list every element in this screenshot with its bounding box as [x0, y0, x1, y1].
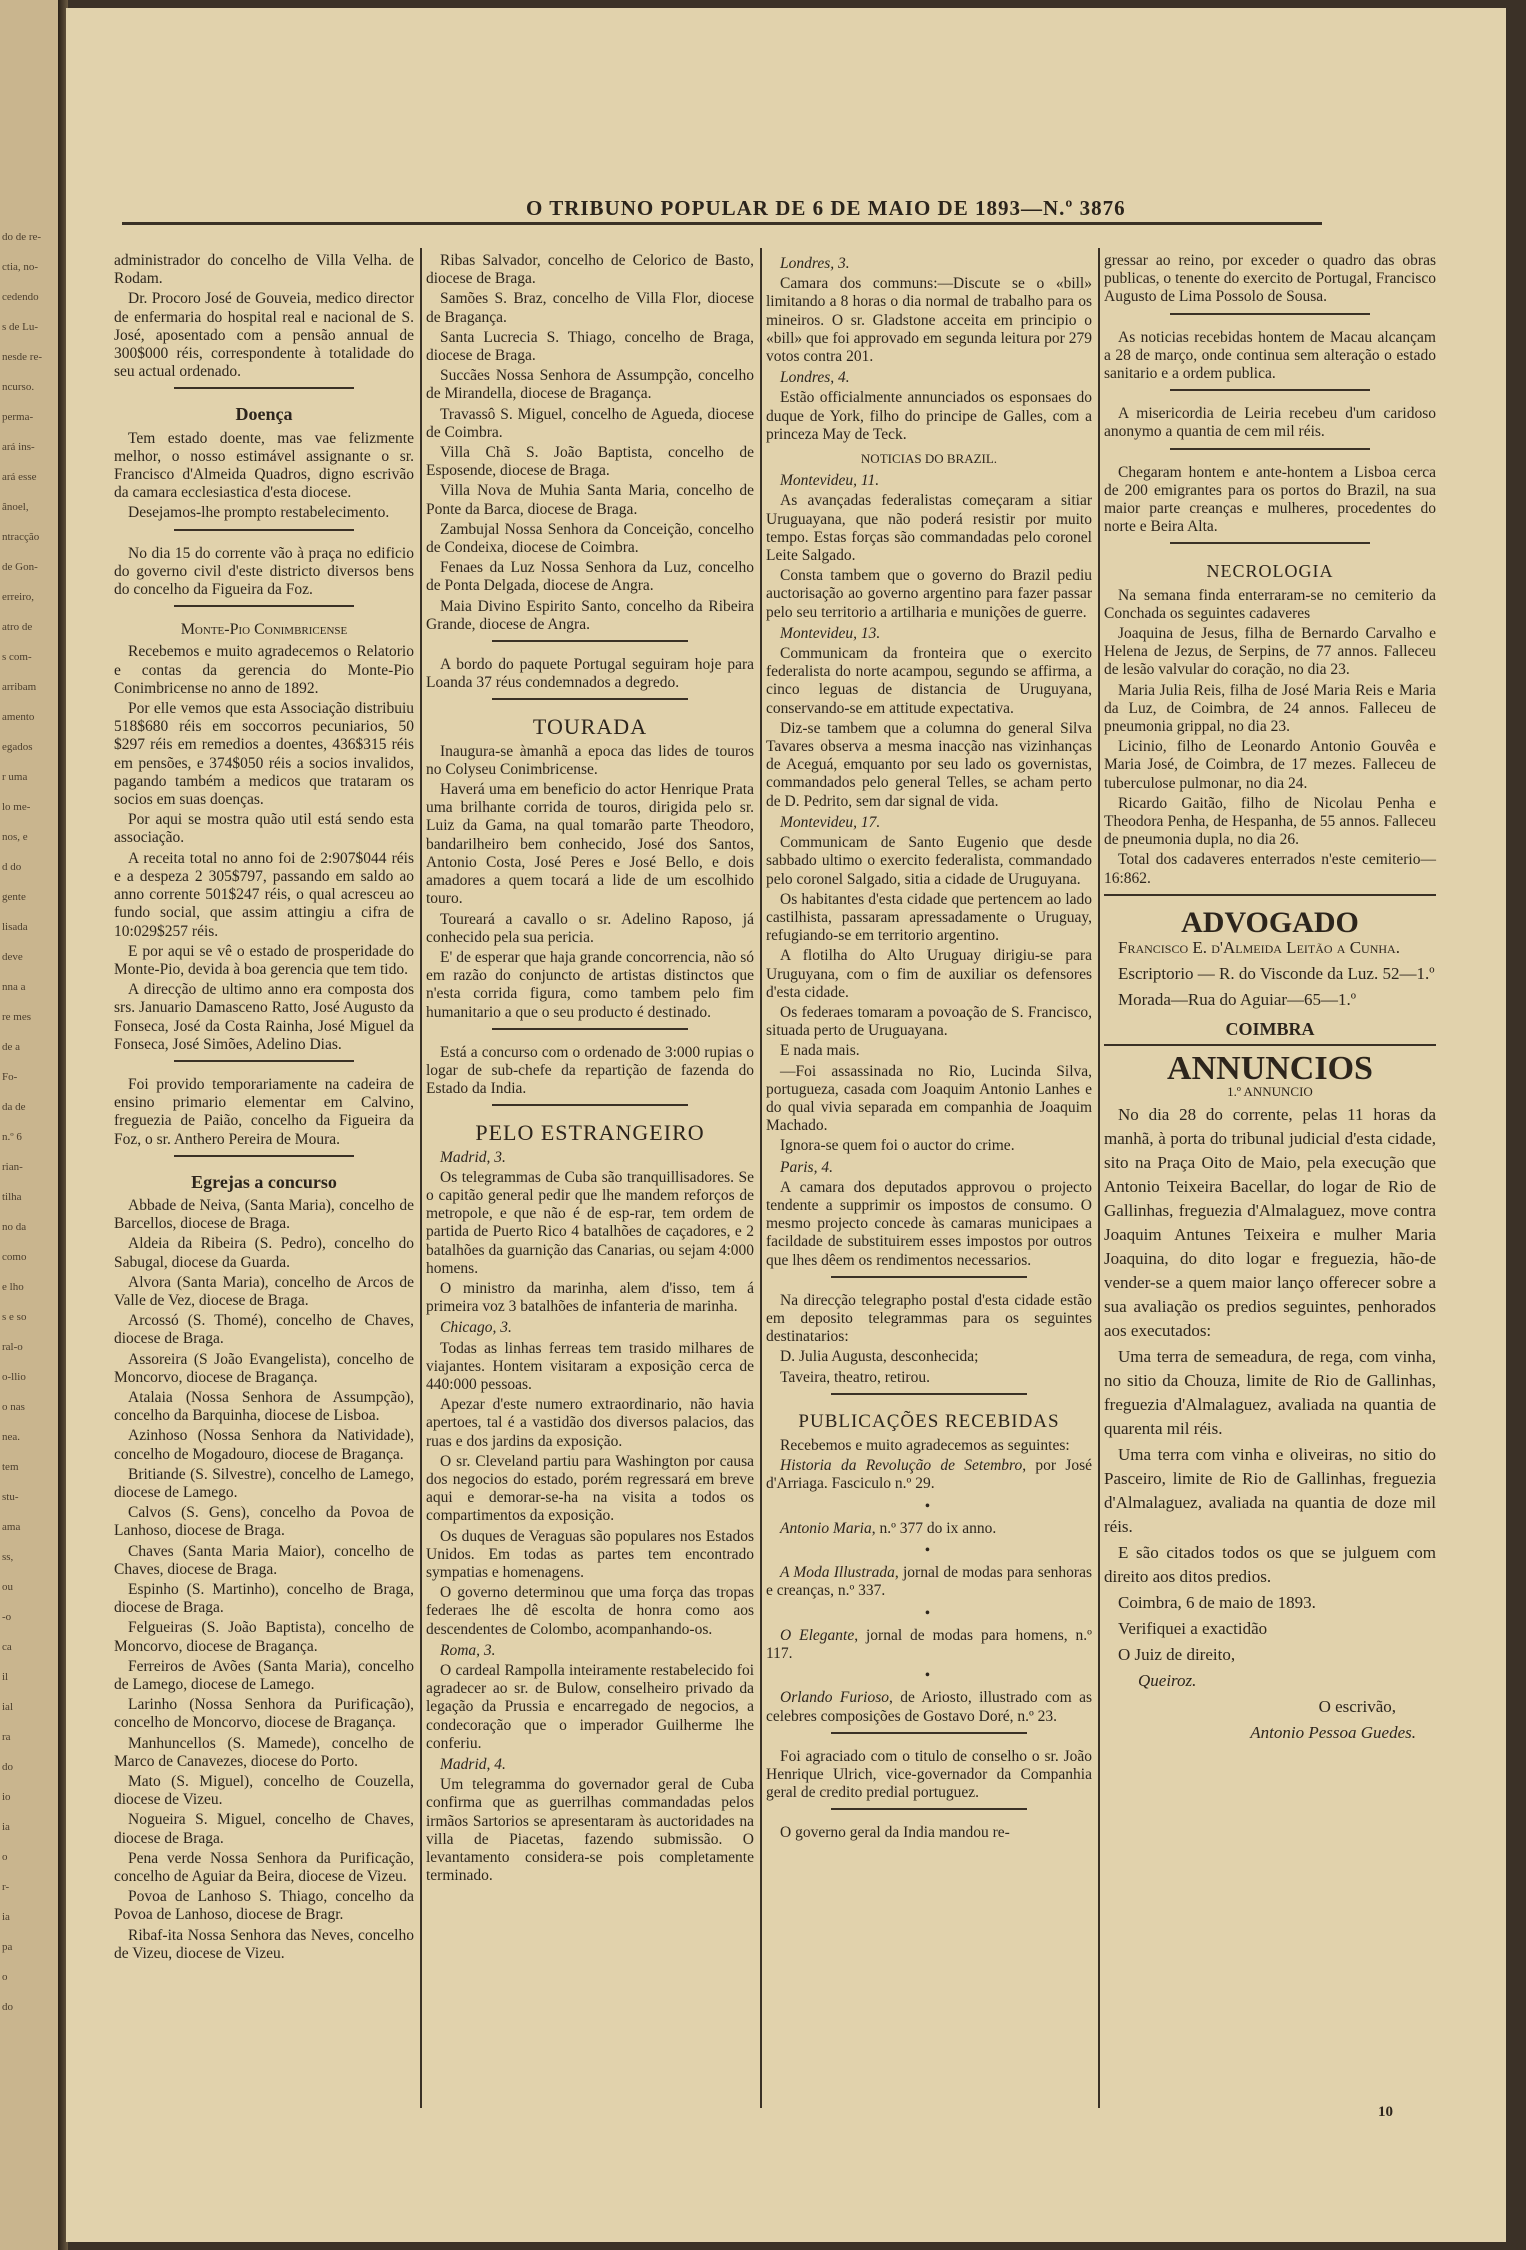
adjacent-page-fragment: gente [2, 891, 26, 903]
paragraph: Foi agraciado com o titulo de conselho o sr. João Henrique Ulrich, vice-governador da Companhia geral de credito predial portuguez. [766, 1747, 1092, 1802]
paragraph: Na semana finda enterraram-se no cemiterio da Conchada os seguintes cadaveres [1104, 586, 1436, 622]
list-item: Espinho (S. Martinho), concelho de Braga, diocese de Braga. [114, 1581, 414, 1617]
adjacent-page-fragment: ia [2, 1821, 10, 1833]
column-divider-3 [1098, 248, 1100, 2108]
adjacent-page-fragment: s e so [2, 1311, 27, 1323]
paragraph: Um telegramma do governador geral de Cuba confirma que as guerrilhas commandadas pelos irmãos Sartorios se apresentaram às auctoridades na villa de Piacetas, fazendo submissão. O levantamento considera-se pois completamente terminado. [426, 1776, 754, 1885]
list-item: Zambujal Nossa Senhora da Conceição, concelho de Condeixa, diocese de Coimbra. [426, 520, 754, 557]
paragraph: Estão officialmente annunciados os esponsaes do duque de York, filho do principe de Galles, com a princeza May de Teck. [766, 389, 1092, 443]
paragraph: Communicam da fronteira que o exercito federalista do norte acampou, segundo se affirma, a cinco leguas de distancia de Uruguyana, conservando-se em attitude expectativa. [766, 645, 1092, 717]
ornament: • [924, 1667, 934, 1685]
adjacent-page-fragment: nos, e [2, 831, 28, 843]
paragraph: administrador do concelho de Villa Velha. de Rodam. [114, 252, 414, 288]
page-number: 10 [1378, 2104, 1393, 2120]
paragraph: A direcção de ultimo anno era composta dos srs. Januario Damasceno Ratto, José Augusto da Fonseca, José da Costa Rainha, José Miguel da Fonseca, José Simões, Adelino Dias. [114, 981, 414, 1053]
adjacent-page-fragment: ncurso. [2, 381, 35, 393]
column-2 [426, 252, 754, 1887]
adjacent-page-fragment: io [2, 1791, 11, 1803]
adjacent-page-fragment: nna a [2, 981, 26, 993]
separator [492, 698, 689, 708]
dateline: Chicago, 3. [440, 1319, 512, 1337]
list-item: Ribaf-ita Nossa Senhora das Neves, concelho de Vizeu, diocese de Vizeu. [114, 1926, 414, 1962]
adjacent-page-fragment: nesde re- [2, 351, 43, 363]
publication-item [766, 1457, 1092, 1493]
separator [831, 1808, 1027, 1818]
paragraph: Por aqui se mostra quão util está sendo esta associação. [114, 811, 414, 847]
dateline: Madrid, 4. [440, 1756, 506, 1774]
publication-title: A Moda Illustrada [780, 1564, 895, 1582]
adjacent-page-fragment: ral-o [2, 1341, 23, 1353]
list-item: Succães Nossa Senhora de Assumpção, concelho de Mirandella, diocese de Bragança. [426, 367, 754, 403]
adjacent-page-fragment: s de Lu- [2, 321, 39, 333]
section-heading-estrangeiro: PELO ESTRANGEIRO [475, 1120, 705, 1146]
adjacent-page-fragment: deve [2, 951, 23, 963]
paragraph: Dr. Procoro José de Gouveia, medico director de enfermaria do hospital real e nacional de S. José, aposentado com a pensão annual de 300$000 réis, correspondente à totalidade do seu actual ordenado. [114, 290, 414, 381]
adjacent-page-fragment: da de [2, 1101, 26, 1113]
separator [1170, 542, 1369, 552]
paragraph: Toureará a cavallo o sr. Adelino Raposo, já conhecido pela sua pericia. [426, 910, 754, 946]
list-item: Chaves (Santa Maria Maior), concelho de Chaves, diocese de Braga. [114, 1542, 414, 1578]
list-item: Mato (S. Miguel), concelho de Couzella, diocese de Vizeu. [114, 1773, 414, 1809]
adjacent-page-fragment: ará ins- [2, 441, 35, 453]
paragraph: D. Julia Augusta, desconhecida; [780, 1348, 979, 1366]
adjacent-page-fragment: Fo- [2, 1071, 18, 1083]
dateline: Londres, 4. [780, 369, 850, 387]
column-3 [766, 252, 1092, 1845]
paragraph: E' de esperar que haja grande concorrencia, não só em razão do conjuncto de artistas distinctos que n'esta corrida figura, como tambem pelo fim humanitario a que o seu producto é destinado. [426, 948, 754, 1021]
paragraph: Inaugura-se àmanhã a epoca das lides de touros no Colyseu Conimbricense. [426, 742, 754, 778]
adjacent-page-fragment: ra [2, 1731, 11, 1743]
publication-item [766, 1627, 1092, 1663]
paragraph: No dia 15 do corrente vão à praça no edificio do governo civil d'este districto diversos bens do concelho da Figueira da Foz. [114, 544, 414, 599]
adjacent-page-fragment: tem [2, 1461, 19, 1473]
separator [1104, 894, 1436, 904]
dateline: Roma, 3. [440, 1641, 496, 1659]
list-item: Assoreira (S João Evangelista), concelho de Moncorvo, diocese de Bragança. [114, 1350, 414, 1386]
adjacent-page-fragment: como [2, 1251, 27, 1263]
list-item: Arcossó (S. Thomé), concelho de Chaves, diocese de Braga. [114, 1312, 414, 1348]
list-item: Felgueiras (S. João Baptista), concelho de Moncorvo, diocese de Bragança. [114, 1619, 414, 1655]
advertisement-line: Morada—Rua do Aguiar—65—1.º [1118, 990, 1357, 1010]
adjacent-page-fragment: lisada [2, 921, 28, 933]
separator [1170, 389, 1369, 399]
paragraph: Tem estado doente, mas vae felizmente melhor, o nosso estimável assignante o sr. Francisco d'Almeida Quadros, digno escrivão da camara ecclesiastica d'esta diocese. [114, 429, 414, 502]
list-item: Santa Lucrecia S. Thiago, concelho de Braga, diocese de Braga. [426, 328, 754, 365]
section-heading-necrologia: NECROLOGIA [1206, 561, 1334, 582]
paragraph: Na direcção telegrapho postal d'esta cidade estão em deposito telegrammas para os seguintes destinatarios: [766, 1291, 1092, 1346]
paragraph: Communicam de Santo Eugenio que desde sabbado ultimo o exercito federalista, commandado pelo coronel Salgado, sitia a cidade de Uruguyana. [766, 834, 1092, 888]
paragraph: As avançadas federalistas começaram a sitiar Uruguayana, que não poderá resistir por muito tempo. Estas forças são commandadas pelo coronel Leite Salgado. [766, 492, 1092, 565]
adjacent-page-fragment: lo me- [2, 801, 31, 813]
publication-item [766, 1689, 1092, 1725]
list-item: Villa Nova de Muhia Santa Maria, concelho de Ponte da Barca, diocese de Braga. [426, 482, 754, 518]
paragraph: Os duques de Veraguas são populares nos Estados Unidos. Em todas as partes tem encontrado sympatias e homenagens. [426, 1527, 754, 1581]
paragraph: Taveira, theatro, retirou. [780, 1368, 930, 1386]
adjacent-page-fragment: re mes [2, 1011, 32, 1023]
separator [174, 387, 354, 397]
dateline: Madrid, 3. [440, 1148, 506, 1166]
paragraph: A flotilha do Alto Uruguay dirigiu-se para Uruguyana, com o fim de auxiliar os defensores d'esta cidade. [766, 947, 1092, 1001]
list-item: Nogueira S. Miguel, concelho de Chaves, diocese de Braga. [114, 1811, 414, 1847]
adjacent-page-fragment: de a [2, 1041, 21, 1053]
dateline: Paris, 4. [780, 1158, 833, 1176]
column-1 [114, 252, 414, 1965]
obituary-item: Maria Julia Reis, filha de José Maria Reis e Maria da Luz, de Coimbra, de 24 annos. Falleceu de pneumonia grippal, no dia 23. [1104, 681, 1436, 736]
adjacent-page-fragment: r uma [2, 771, 28, 783]
ornament: • [924, 1604, 934, 1622]
dateline: Montevideu, 11. [780, 472, 880, 490]
paragraph: Diz-se tambem que a columna do general Silva Tavares observa a mesma inacção nas vizinhanças de Aceguá, emquanto por seu lado os governistas, commandados pelo general Telles, se acham perto de D. Pedrito, sem dar signal de vida. [766, 719, 1092, 810]
adjacent-page-fragment: ntracção [2, 531, 40, 543]
section-heading-advogado: ADVOGADO [1181, 905, 1359, 939]
paragraph: O sr. Cleveland partiu para Washington por causa dos negocios do estado, porém regressará em breve aqui e demorar-se-ha na visita a todos os compartimentos da exposição. [426, 1452, 754, 1525]
paragraph: E por aqui se vê o estado de prosperidade do Monte-Pio, devida à boa gerencia que tem tido. [114, 942, 414, 978]
list-item: Samões S. Braz, concelho de Villa Flor, diocese de Bragança. [426, 290, 754, 326]
dateline: Montevideu, 13. [780, 624, 881, 642]
paragraph: Desejamos-lhe prompto restabelecimento. [128, 504, 390, 522]
paragraph: O governo geral da India mandou re- [780, 1824, 1010, 1842]
section-heading-annuncios: ANNUNCIOS [1167, 1050, 1373, 1088]
newspaper-page [66, 8, 1506, 2242]
list-item: Povoa de Lanhoso S. Thiago, concelho da Povoa de Lanhoso, diocese de Bragr. [114, 1888, 414, 1924]
adjacent-page-fragment: ss, [2, 1551, 14, 1563]
list-item: Atalaia (Nossa Senhora de Assumpção), concelho da Barquinha, diocese de Lisboa. [114, 1388, 414, 1425]
paragraph: Chegaram hontem e ante-hontem a Lisboa cerca de 200 emigrantes para os portos do Brazil, na sua maior parte creanças e mulheres, procedentes do norte e Beira Alta. [1104, 463, 1436, 536]
adjacent-page-fragment: no da [2, 1221, 27, 1233]
separator [831, 1276, 1027, 1286]
announcement-signature: Antonio Pessoa Guedes. [1250, 1722, 1416, 1742]
list-item: Ferreiros de Avões (Santa Maria), concelho de Lamego, diocese de Lamego. [114, 1657, 414, 1694]
separator [831, 1732, 1027, 1742]
list-item: Pena verde Nossa Senhora da Purificação, concelho de Aguiar da Beira, diocese de Vizeu. [114, 1849, 414, 1886]
paragraph: Os habitantes d'esta cidade que pertencem ao lado castilhista, passaram apressadamente o Uruguay, refugiando-se em territorio argentino. [766, 890, 1092, 945]
paragraph: A misericordia de Leiria recebeu d'um caridoso anonymo a quantia de cem mil réis. [1104, 405, 1436, 441]
adjacent-page-fragment: pa [2, 1941, 13, 1953]
list-item: Villa Chã S. João Baptista, concelho de Esposende, diocese de Braga. [426, 444, 754, 480]
adjacent-page-fragment: r- [2, 1881, 10, 1893]
paragraph: gressar ao reino, por exceder o quadro das obras publicas, o tenente do exercito de Portugal, Francisco Augusto de Lima Possolo de Sousa. [1104, 252, 1436, 306]
adjacent-page-fragment: nea. [2, 1431, 21, 1443]
section-heading-doenca: Doença [235, 404, 293, 425]
dateline: Londres, 3. [780, 255, 850, 272]
adjacent-page-fragment: ctia, no- [2, 261, 39, 273]
adjacent-page-fragment: arribam [2, 681, 37, 693]
adjacent-page-fragment: do de re- [2, 231, 42, 243]
separator [492, 1104, 689, 1114]
paragraph: Por elle vemos que esta Associação distribuiu 518$680 réis em soccorros pecuniarios, 50 $297 réis em remedios a doentes, 436$315 réis em pensões, e 374$050 réis a socios invalidos, pagando também a medicos que trataram os socios em suas doenças. [114, 700, 414, 809]
announcement-date: Coimbra, 6 de maio de 1893. [1118, 1592, 1316, 1612]
paragraph: O ministro da marinha, alem d'isso, tem á primeira voz 3 batalhões de infanteria de marinha. [426, 1279, 754, 1316]
separator [492, 640, 689, 650]
adjacent-page-fragment: o [2, 1971, 8, 1983]
adjacent-page-fragment: ou [2, 1581, 13, 1593]
adjacent-page-fragment: ará esse [2, 471, 37, 483]
section-heading-tourada: TOURADA [532, 714, 648, 740]
list-item: Abbade de Neiva, (Santa Maria), concelho de Barcellos, diocese de Braga. [114, 1196, 414, 1233]
paragraph: A receita total no anno foi de 2:907$044 réis e a despeza 2 305$797, passando em saldo ao anno corrente 501$247 réis, o qual acresceu ao fundo social, que assim attingiu a cifra de 10:029$257 réis. [114, 849, 414, 940]
paragraph: Consta tambem que o governo do Brazil pediu auctorisação ao governo argentino para fazer passar pelo seu territorio a artilharia e munições de guerre. [766, 567, 1092, 621]
paragraph: Todas as linhas ferreas tem trasido milhares de viajantes. Hontem visitaram a exposição cerca de 440:000 pessoas. [426, 1339, 754, 1393]
adjacent-page-fragment: do [2, 2001, 13, 2013]
separator [174, 529, 354, 539]
publication-title: Historia da Revolução de Setembro [780, 1457, 1023, 1475]
list-item: Manhuncellos (S. Mamede), concelho de Marco de Canavezes, diocese do Porto. [114, 1734, 414, 1770]
list-item: Azinhoso (Nossa Senhora da Natividade), concelho de Mogadouro, diocese de Bragança. [114, 1427, 414, 1463]
adjacent-page-fragment: erreiro, [2, 591, 35, 603]
list-item: Travassô S. Miguel, concelho de Agueda, diocese de Coimbra. [426, 405, 754, 441]
publication-title: Orlando Furioso [780, 1689, 889, 1707]
paragraph: Recebemos e muito agradecemos o Relatorio e contas da gerencia do Monte-Pio Conimbricense no anno de 1892. [114, 643, 414, 697]
publication-detail: , n.º 377 do ix anno. [871, 1519, 997, 1537]
header-rule [122, 222, 1322, 225]
separator [174, 605, 354, 615]
section-heading-monte-pio: Monte-Pio Conimbricense [180, 621, 348, 639]
list-item: Ribas Salvador, concelho de Celorico de Basto, diocese de Braga. [426, 252, 754, 288]
adjacent-page-fragment: o nas [2, 1401, 25, 1413]
section-heading-egrejas: Egrejas a concurso [191, 1171, 337, 1192]
adjacent-page-fragment: ca [2, 1641, 12, 1653]
column-divider-2 [760, 248, 762, 2108]
adjacent-page-fragment: de Gon- [2, 561, 38, 573]
publication-detail: , por José d'Arriaga. Fasciculo n.º 29. [766, 1457, 1093, 1493]
column-divider-1 [420, 248, 422, 2108]
ornament: • [924, 1542, 934, 1559]
section-heading-noticias-brazil: NOTICIAS DO BRAZIL. [860, 451, 998, 467]
paragraph: O cardeal Rampolla inteiramente restabelecido foi agradecer ao sr. de Bulow, conselheiro privado da legação da Prussia e encarregado de negocios, a condecoração que o imperador Guilherme lhe conferiu. [426, 1662, 754, 1752]
publication-detail: , de Ariosto, illustrado com as celebres composições de Gostavo Doré, n.º 23. [766, 1689, 1093, 1725]
paragraph: Foi provido temporariamente na cadeira de ensino primario elementar em Calvino, freguezia de Paião, concelho da Figueira da Foz, o sr. Anthero Pereira de Moura. [114, 1075, 414, 1148]
adjacent-page-fragment: d do [2, 861, 22, 873]
paragraph: Haverá uma em beneficio do actor Henrique Prata uma brilhante corrida de touros, dirigida pelo sr. Luiz da Gama, na qual tomarão parte Theodoro, bandarilheiro bem conhecido, José dos Santos, Antonio Costa, José Peres e José Bello, e dois amadores a quem tocará a lide de um escolhido touro. [426, 781, 754, 908]
publication-item [766, 1564, 1092, 1600]
column-4 [1104, 252, 1436, 1747]
adjacent-page-fragment: -o [2, 1611, 12, 1623]
adjacent-page-fragment: e lho [2, 1281, 24, 1293]
announcement-paragraph: E são citados todos os que se julguem com direito aos ditos predios. [1104, 1542, 1436, 1586]
adjacent-page-fragment: cedendo [2, 291, 39, 303]
announcement-signature: Queiroz. [1138, 1670, 1197, 1690]
separator [174, 1060, 354, 1070]
list-item: Calvos (S. Gens), concelho da Povoa de Lanhoso, diocese de Braga. [114, 1504, 414, 1540]
adjacent-page-edge [0, 0, 60, 2250]
separator [831, 1393, 1027, 1403]
adjacent-page-fragment: amento [2, 711, 35, 723]
paragraph: Apezar d'este numero extraordinario, não havia apertoes, tal é a vastidão dos diversos palacios, das ruas e dos jardins da exposição. [426, 1396, 754, 1450]
adjacent-page-fragment: il [2, 1671, 9, 1683]
announcement-paragraph: Uma terra com vinha e oliveiras, no sitio do Pasceiro, limite de Rio de Gallinhas, freguezia d'Almalaguez, avaliada na quantia de doze mil réis. [1104, 1444, 1436, 1536]
advertisement-line: Escriptorio — R. do Visconde da Luz. 52—1.º [1118, 964, 1435, 984]
paragraph: A bordo do paquete Portugal seguiram hoje para Loanda 37 réus condemnados a degredo. [426, 656, 754, 692]
adjacent-page-fragment: ama [2, 1521, 21, 1533]
adjacent-page-fragment: perma- [2, 411, 34, 423]
obituary-item: Licinio, filho de Leonardo Antonio Gouvêa e Maria José, de Coimbra, de 17 mezes. Falleceu de tuberculose pulmonar, no dia 24. [1104, 738, 1436, 792]
advertisement-line: Francisco E. d'Almeida Leitão a Cunha. [1118, 938, 1400, 958]
section-heading-publicacoes: PUBLICAÇÕES RECEBIDAS [798, 1410, 1060, 1432]
adjacent-page-fragment: ial [2, 1701, 13, 1713]
paragraph: Ignora-se quem foi o auctor do crime. [780, 1137, 1015, 1155]
paragraph: Os telegrammas de Cuba são tranquillisadores. Se o capitão general pedir que lhe mandem reforços de metropole, e que não é de esp-rar, tem ordem de partida de Puerto Rico 4 batalhões de caçadores, e 2 batalhões da guarnição das Canarias, ou sejam 4:000 homens. [426, 1168, 754, 1277]
separator [1170, 448, 1369, 458]
paragraph: Recebemos e muito agradecemos as seguintes: [780, 1436, 1070, 1454]
section-heading-coimbra: COIMBRA [1225, 1019, 1315, 1040]
page-header: O TRIBUNO POPULAR DE 6 DE MAIO DE 1893—N.º 3876 [526, 196, 1126, 220]
adjacent-page-fragment: tilha [2, 1191, 22, 1203]
paragraph: As noticias recebidas hontem de Macau alcançam a 28 de março, onde continua sem alteração o estado sanitario e a ordem publica. [1104, 328, 1436, 383]
separator [492, 1028, 689, 1038]
obituary-item: Joaquina de Jesus, filha de Bernardo Carvalho e Helena de Jezus, de Serpins, de 77 annos. Falleceu de lesão valvular do coração, no dia 23. [1104, 625, 1436, 679]
separator [1170, 313, 1369, 323]
list-item: Alvora (Santa Maria), concelho de Arcos de Valle de Vez, diocese de Braga. [114, 1273, 414, 1309]
publication-detail: , jornal de modas para homens, n.º 117. [766, 1626, 1092, 1663]
announcement-number: 1.º ANNUNCIO [1227, 1083, 1313, 1099]
list-item: Fenaes da Luz Nossa Senhora da Luz, concelho de Ponta Delgada, diocese de Angra. [426, 559, 754, 595]
announcement-paragraph: No dia 28 do corrente, pelas 11 horas da manhã, à porta do tribunal judicial d'esta cidade, sito na Praça Oito de Maio, pela execução que Antonio Teixeira Bacellar, do logar de Rio de Gallinhas, freguezia d'Almalaguez, move contra Joaquim Antunes Teixeira e mulher Maria Joaquina, do dito logar e freguezia, hão-de vender-se a quem maior lanço offerecer sobre a sua avaliação os predios seguintes, penhorados aos executados: [1104, 1104, 1436, 1340]
paragraph: Está a concurso com o ordenado de 3:000 rupias o logar de sub-chefe da repartição de fazenda do Estado da India. [426, 1043, 754, 1098]
paragraph: E nada mais. [780, 1042, 860, 1060]
paragraph: O governo determinou que uma força das tropas federaes lhe dê escolta de honra como aos descendentes de Colombo, acompanhando-os. [426, 1584, 754, 1638]
list-item: Larinho (Nossa Senhora da Purificação), concelho de Moncorvo, diocese de Bragança. [114, 1696, 414, 1732]
list-item: Aldeia da Ribeira (S. Pedro), concelho do Sabugal, diocese da Guarda. [114, 1235, 414, 1271]
adjacent-page-fragment: stu- [2, 1491, 19, 1503]
announcement-signature: O Juiz de direito, [1118, 1644, 1236, 1664]
adjacent-page-fragment: o [2, 1851, 8, 1863]
obituary-item: Ricardo Gaitão, filho de Nicolau Penha e Theodora Penha, de Hespanha, de 55 annos. Falleceu de pneumonia dupla, no dia 26. [1104, 794, 1436, 849]
adjacent-page-fragment: ia [2, 1911, 10, 1923]
paragraph: A camara dos deputados approvou o projecto tendente a supprimir os impostos de consumo. O mesmo projecto concede às camaras municipaes a facildade de substituirem esses impostos por outros que lhes dêem os rendimentos necessarios. [766, 1178, 1092, 1269]
adjacent-page-fragment: egados [2, 741, 33, 753]
adjacent-page-fragment: atro de [2, 621, 33, 633]
separator [174, 1155, 354, 1165]
announcement-paragraph: Uma terra de semeadura, de rega, com vinha, no sitio da Chouza, limite de Rio de Gallinhas, freguezia d'Almalaguez, avaliada na quantia de quarenta mil réis. [1104, 1346, 1436, 1438]
list-item: Maia Divino Espirito Santo, concelho da Ribeira Grande, diocese de Angra. [426, 597, 754, 633]
adjacent-page-fragment: rian- [2, 1161, 23, 1173]
dateline: Montevideu, 17. [780, 813, 881, 831]
publication-item [766, 1520, 1092, 1538]
paragraph: Camara dos communs:—Discute se o «bill» limitando a 8 horas o dia normal de trabalho para os mineiros. O sr. Gladstone acceita em principio o «bill» que foi approvado em segunda leitura por 279 votos contra 201. [766, 275, 1092, 366]
list-item: Britiande (S. Silvestre), concelho de Lamego, diocese de Lamego. [114, 1465, 414, 1501]
paragraph: Total dos cadaveres enterrados n'este cemiterio—16:862. [1104, 851, 1436, 887]
paragraph: —Foi assassinada no Rio, Lucinda Silva, portugueza, casada com Joaquim Antonio Lanhes e do qual vivia separada em companhia de Joaquim Machado. [766, 1062, 1092, 1135]
announcement-signature: O escrivão, [1318, 1696, 1396, 1716]
adjacent-page-fragment: ânoel, [2, 501, 29, 513]
announcement-signature: Verifiquei a exactidão [1118, 1618, 1268, 1638]
ornament: • [924, 1497, 934, 1515]
publication-detail: , jornal de modas para senhoras e creanças, n.º 337. [766, 1564, 1092, 1600]
adjacent-page-fragment: n.º 6 [2, 1131, 22, 1143]
publication-title: O Elegante [780, 1626, 855, 1644]
adjacent-page-fragment: o-llio [2, 1371, 26, 1383]
adjacent-page-fragment: s com- [2, 651, 32, 663]
adjacent-page-fragment: do [2, 1761, 13, 1773]
paragraph: Os federaes tomaram a povoação de S. Francisco, situada perto de Uruguayana. [766, 1003, 1092, 1040]
publication-title: Antonio Maria [780, 1519, 872, 1537]
